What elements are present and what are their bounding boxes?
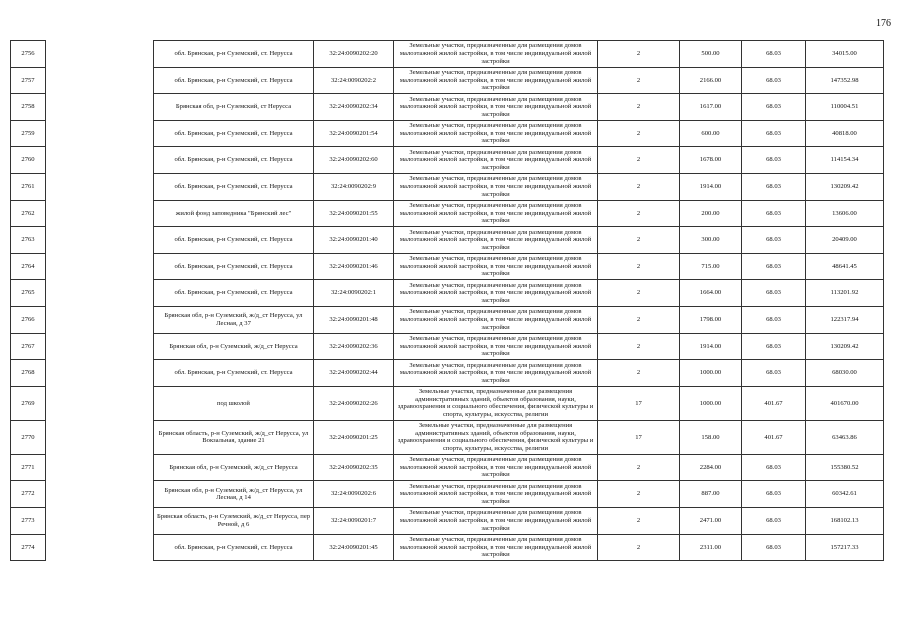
land-use-cell: Земельные участки, предназначенные для размещения домов малоэтажной жилой застройки, в том числе индивидуальной жилой застройки — [394, 227, 598, 254]
address-cell: Брянская обл, р-н Суземский, ж/д_ст Нерусса — [154, 454, 314, 481]
group-code-cell: 2 — [598, 147, 680, 174]
cadastral-number-cell: 32:24:0090201:54 — [314, 120, 394, 147]
land-use-cell: Земельные участки, предназначенные для размещения домов малоэтажной жилой застройки, в том числе индивидуальной жилой застройки — [394, 147, 598, 174]
specific-value-cell: 401.67 — [742, 386, 806, 420]
cadastral-value-cell: 401670.00 — [806, 386, 884, 420]
group-code-cell: 17 — [598, 420, 680, 454]
row-number-cell: 2769 — [11, 386, 46, 420]
table-row — [11, 41, 884, 68]
area-cell: 200.00 — [680, 200, 742, 227]
table-body — [11, 41, 884, 561]
group-code-cell: 2 — [598, 120, 680, 147]
area-cell: 715.00 — [680, 253, 742, 280]
land-use-cell: Земельные участки, предназначенные для размещения домов малоэтажной жилой застройки, в том числе индивидуальной жилой застройки — [394, 534, 598, 561]
gap-cell — [46, 534, 154, 561]
gap-cell — [46, 227, 154, 254]
area-cell: 2471.00 — [680, 507, 742, 534]
area-cell: 2166.00 — [680, 67, 742, 94]
area-cell: 600.00 — [680, 120, 742, 147]
row-number-cell: 2758 — [11, 94, 46, 121]
table-row — [11, 481, 884, 508]
specific-value-cell: 68.03 — [742, 360, 806, 387]
address-cell: обл. Брянская, р-н Суземский, ст. Нерусса — [154, 41, 314, 68]
cadastral-value-cell: 63463.86 — [806, 420, 884, 454]
gap-cell — [46, 280, 154, 307]
cadastral-value-cell: 168102.13 — [806, 507, 884, 534]
cadastral-number-cell: 32:24:0090202:20 — [314, 41, 394, 68]
land-use-cell: Земельные участки, предназначенные для размещения административных зданий, объектов образования, науки, здравоохранения и социального обеспечения, физической культуры и спорта, культуры, искусства, религии — [394, 386, 598, 420]
cadastral-value-cell: 113201.92 — [806, 280, 884, 307]
specific-value-cell: 68.03 — [742, 253, 806, 280]
land-use-cell: Земельные участки, предназначенные для размещения домов малоэтажной жилой застройки, в том числе индивидуальной жилой застройки — [394, 507, 598, 534]
table-row — [11, 173, 884, 200]
table-row — [11, 94, 884, 121]
land-use-cell: Земельные участки, предназначенные для размещения домов малоэтажной жилой застройки, в том числе индивидуальной жилой застройки — [394, 67, 598, 94]
land-use-cell: Земельные участки, предназначенные для размещения домов малоэтажной жилой застройки, в том числе индивидуальной жилой застройки — [394, 253, 598, 280]
cadastral-number-cell: 32:24:0090202:34 — [314, 94, 394, 121]
address-cell: обл. Брянская, р-н Суземский, ст. Нерусса — [154, 227, 314, 254]
table-row — [11, 227, 884, 254]
land-use-cell: Земельные участки, предназначенные для размещения домов малоэтажной жилой застройки, в том числе индивидуальной жилой застройки — [394, 333, 598, 360]
group-code-cell: 2 — [598, 507, 680, 534]
cadastral-value-cell: 157217.33 — [806, 534, 884, 561]
row-number-cell: 2762 — [11, 200, 46, 227]
land-use-cell: Земельные участки, предназначенные для размещения домов малоэтажной жилой застройки, в том числе индивидуальной жилой застройки — [394, 360, 598, 387]
land-use-cell: Земельные участки, предназначенные для размещения домов малоэтажной жилой застройки, в том числе индивидуальной жилой застройки — [394, 306, 598, 333]
row-number-cell: 2756 — [11, 41, 46, 68]
group-code-cell: 2 — [598, 173, 680, 200]
table-row — [11, 306, 884, 333]
gap-cell — [46, 507, 154, 534]
area-cell: 1914.00 — [680, 173, 742, 200]
cadastral-value-cell: 68030.00 — [806, 360, 884, 387]
cadastral-number-cell: 32:24:0090202:1 — [314, 280, 394, 307]
specific-value-cell: 68.03 — [742, 41, 806, 68]
land-use-cell: Земельные участки, предназначенные для размещения домов малоэтажной жилой застройки, в том числе индивидуальной жилой застройки — [394, 481, 598, 508]
address-cell: обл. Брянская, р-н Суземский, ст. Нерусса — [154, 120, 314, 147]
cadastral-number-cell: 32:24:0090202:9 — [314, 173, 394, 200]
area-cell: 1798.00 — [680, 306, 742, 333]
table-row — [11, 420, 884, 454]
cadastral-value-cell: 114154.34 — [806, 147, 884, 174]
table-row — [11, 200, 884, 227]
area-cell: 2284.00 — [680, 454, 742, 481]
area-cell: 300.00 — [680, 227, 742, 254]
cadastral-value-cell: 122317.94 — [806, 306, 884, 333]
group-code-cell: 2 — [598, 454, 680, 481]
address-cell: обл. Брянская, р-н Суземский, ст. Нерусса — [154, 280, 314, 307]
table-row — [11, 534, 884, 561]
area-cell: 1000.00 — [680, 386, 742, 420]
table-row — [11, 333, 884, 360]
group-code-cell: 2 — [598, 94, 680, 121]
specific-value-cell: 68.03 — [742, 120, 806, 147]
area-cell: 887.00 — [680, 481, 742, 508]
area-cell: 1914.00 — [680, 333, 742, 360]
group-code-cell: 2 — [598, 280, 680, 307]
cadastral-value-cell: 20409.00 — [806, 227, 884, 254]
table-row — [11, 147, 884, 174]
specific-value-cell: 68.03 — [742, 227, 806, 254]
gap-cell — [46, 333, 154, 360]
address-cell: жилой фонд заповедника "Брянский лес" — [154, 200, 314, 227]
table-row — [11, 120, 884, 147]
cadastral-value-cell: 40818.00 — [806, 120, 884, 147]
cadastral-number-cell: 32:24:0090202:44 — [314, 360, 394, 387]
group-code-cell: 2 — [598, 41, 680, 68]
land-use-cell: Земельные участки, предназначенные для размещения домов малоэтажной жилой застройки, в том числе индивидуальной жилой застройки — [394, 120, 598, 147]
table-row — [11, 67, 884, 94]
cadastral-value-cell: 147352.98 — [806, 67, 884, 94]
cadastral-number-cell: 32:24:0090202:35 — [314, 454, 394, 481]
row-number-cell: 2760 — [11, 147, 46, 174]
gap-cell — [46, 253, 154, 280]
specific-value-cell: 68.03 — [742, 94, 806, 121]
row-number-cell: 2767 — [11, 333, 46, 360]
area-cell: 1617.00 — [680, 94, 742, 121]
specific-value-cell: 68.03 — [742, 306, 806, 333]
area-cell: 500.00 — [680, 41, 742, 68]
cadastral-value-table — [10, 40, 884, 561]
page-number: 176 — [876, 18, 891, 29]
address-cell: Брянская область, р-н Суземский, ж/д_ст Нерусса, ул Вокзальная, здание 21 — [154, 420, 314, 454]
cadastral-number-cell: 32:24:0090201:46 — [314, 253, 394, 280]
table-row — [11, 507, 884, 534]
cadastral-number-cell: 32:24:0090202:2 — [314, 67, 394, 94]
area-cell: 1000.00 — [680, 360, 742, 387]
group-code-cell: 2 — [598, 333, 680, 360]
land-use-cell: Земельные участки, предназначенные для размещения административных зданий, объектов образования, науки, здравоохранения и социального обеспечения, физической культуры и спорта, культуры, искусства, религии — [394, 420, 598, 454]
cadastral-number-cell: 32:24:0090202:36 — [314, 333, 394, 360]
group-code-cell: 2 — [598, 200, 680, 227]
area-cell: 2311.00 — [680, 534, 742, 561]
table-row — [11, 253, 884, 280]
table-row — [11, 360, 884, 387]
specific-value-cell: 68.03 — [742, 333, 806, 360]
specific-value-cell: 68.03 — [742, 280, 806, 307]
area-cell: 158.00 — [680, 420, 742, 454]
group-code-cell: 2 — [598, 360, 680, 387]
group-code-cell: 2 — [598, 306, 680, 333]
cadastral-number-cell: 32:24:0090202:6 — [314, 481, 394, 508]
gap-cell — [46, 420, 154, 454]
gap-cell — [46, 173, 154, 200]
cadastral-value-cell: 48641.45 — [806, 253, 884, 280]
row-number-cell: 2763 — [11, 227, 46, 254]
group-code-cell: 2 — [598, 67, 680, 94]
address-cell: обл. Брянская, р-н Суземский, ст. Нерусса — [154, 360, 314, 387]
gap-cell — [46, 147, 154, 174]
row-number-cell: 2773 — [11, 507, 46, 534]
address-cell: Брянская обл, р-н Суземский, ж/д_ст Нерусса — [154, 333, 314, 360]
land-use-cell: Земельные участки, предназначенные для размещения домов малоэтажной жилой застройки, в том числе индивидуальной жилой застройки — [394, 454, 598, 481]
group-code-cell: 17 — [598, 386, 680, 420]
row-number-cell: 2774 — [11, 534, 46, 561]
address-cell: обл. Брянская, р-н Суземский, ст. Нерусса — [154, 534, 314, 561]
row-number-cell: 2766 — [11, 306, 46, 333]
cadastral-value-cell: 155380.52 — [806, 454, 884, 481]
address-cell: Брянская обл, р-н Суземский, ж/д_ст Нерусса, ул Лесная, д 37 — [154, 306, 314, 333]
land-use-cell: Земельные участки, предназначенные для размещения домов малоэтажной жилой застройки, в том числе индивидуальной жилой застройки — [394, 200, 598, 227]
cadastral-number-cell: 32:24:0090201:55 — [314, 200, 394, 227]
group-code-cell: 2 — [598, 534, 680, 561]
specific-value-cell: 68.03 — [742, 173, 806, 200]
cadastral-number-cell: 32:24:0090201:7 — [314, 507, 394, 534]
address-cell: Брянская обл, р-н Суземский, ж/д_ст Нерусса, ул Лесная, д 14 — [154, 481, 314, 508]
table-row — [11, 386, 884, 420]
cadastral-number-cell: 32:24:0090202:26 — [314, 386, 394, 420]
address-cell: обл. Брянская, р-н Суземский, ст. Нерусса — [154, 173, 314, 200]
row-number-cell: 2764 — [11, 253, 46, 280]
specific-value-cell: 68.03 — [742, 507, 806, 534]
cadastral-value-cell: 60342.61 — [806, 481, 884, 508]
cadastral-value-cell: 130209.42 — [806, 333, 884, 360]
gap-cell — [46, 120, 154, 147]
address-cell: под школой — [154, 386, 314, 420]
area-cell: 1664.00 — [680, 280, 742, 307]
gap-cell — [46, 306, 154, 333]
cadastral-value-cell: 13606.00 — [806, 200, 884, 227]
group-code-cell: 2 — [598, 227, 680, 254]
gap-cell — [46, 67, 154, 94]
row-number-cell: 2768 — [11, 360, 46, 387]
cadastral-value-cell: 110004.51 — [806, 94, 884, 121]
land-use-cell: Земельные участки, предназначенные для размещения домов малоэтажной жилой застройки, в том числе индивидуальной жилой застройки — [394, 280, 598, 307]
table-row — [11, 454, 884, 481]
cadastral-number-cell: 32:24:0090201:40 — [314, 227, 394, 254]
cadastral-number-cell: 32:24:0090201:48 — [314, 306, 394, 333]
cadastral-value-cell: 34015.00 — [806, 41, 884, 68]
address-cell: обл. Брянская, р-н Суземский, ст. Нерусса — [154, 253, 314, 280]
specific-value-cell: 401.67 — [742, 420, 806, 454]
row-number-cell: 2757 — [11, 67, 46, 94]
address-cell: Брянская область, р-н Суземский, ж/д_ст Нерусса, пер Речной, д 6 — [154, 507, 314, 534]
cadastral-value-cell: 130209.42 — [806, 173, 884, 200]
cadastral-number-cell: 32:24:0090202:60 — [314, 147, 394, 174]
land-use-cell: Земельные участки, предназначенные для размещения домов малоэтажной жилой застройки, в том числе индивидуальной жилой застройки — [394, 94, 598, 121]
address-cell: Брянская обл, р-н Суземский, ст Нерусса — [154, 94, 314, 121]
gap-cell — [46, 94, 154, 121]
gap-cell — [46, 200, 154, 227]
row-number-cell: 2771 — [11, 454, 46, 481]
row-number-cell: 2770 — [11, 420, 46, 454]
specific-value-cell: 68.03 — [742, 147, 806, 174]
row-number-cell: 2765 — [11, 280, 46, 307]
specific-value-cell: 68.03 — [742, 67, 806, 94]
gap-cell — [46, 360, 154, 387]
land-use-cell: Земельные участки, предназначенные для размещения домов малоэтажной жилой застройки, в том числе индивидуальной жилой застройки — [394, 173, 598, 200]
specific-value-cell: 68.03 — [742, 481, 806, 508]
specific-value-cell: 68.03 — [742, 454, 806, 481]
group-code-cell: 2 — [598, 481, 680, 508]
area-cell: 1678.00 — [680, 147, 742, 174]
table-row — [11, 280, 884, 307]
row-number-cell: 2772 — [11, 481, 46, 508]
gap-cell — [46, 481, 154, 508]
cadastral-number-cell: 32:24:0090201:25 — [314, 420, 394, 454]
land-use-cell: Земельные участки, предназначенные для размещения домов малоэтажной жилой застройки, в том числе индивидуальной жилой застройки — [394, 41, 598, 68]
row-number-cell: 2761 — [11, 173, 46, 200]
address-cell: обл. Брянская, р-н Суземский, ст. Нерусса — [154, 67, 314, 94]
group-code-cell: 2 — [598, 253, 680, 280]
cadastral-number-cell: 32:24:0090201:45 — [314, 534, 394, 561]
gap-cell — [46, 41, 154, 68]
row-number-cell: 2759 — [11, 120, 46, 147]
gap-cell — [46, 386, 154, 420]
specific-value-cell: 68.03 — [742, 200, 806, 227]
specific-value-cell: 68.03 — [742, 534, 806, 561]
gap-cell — [46, 454, 154, 481]
address-cell: обл. Брянская, р-н Суземский, ст. Нерусса — [154, 147, 314, 174]
